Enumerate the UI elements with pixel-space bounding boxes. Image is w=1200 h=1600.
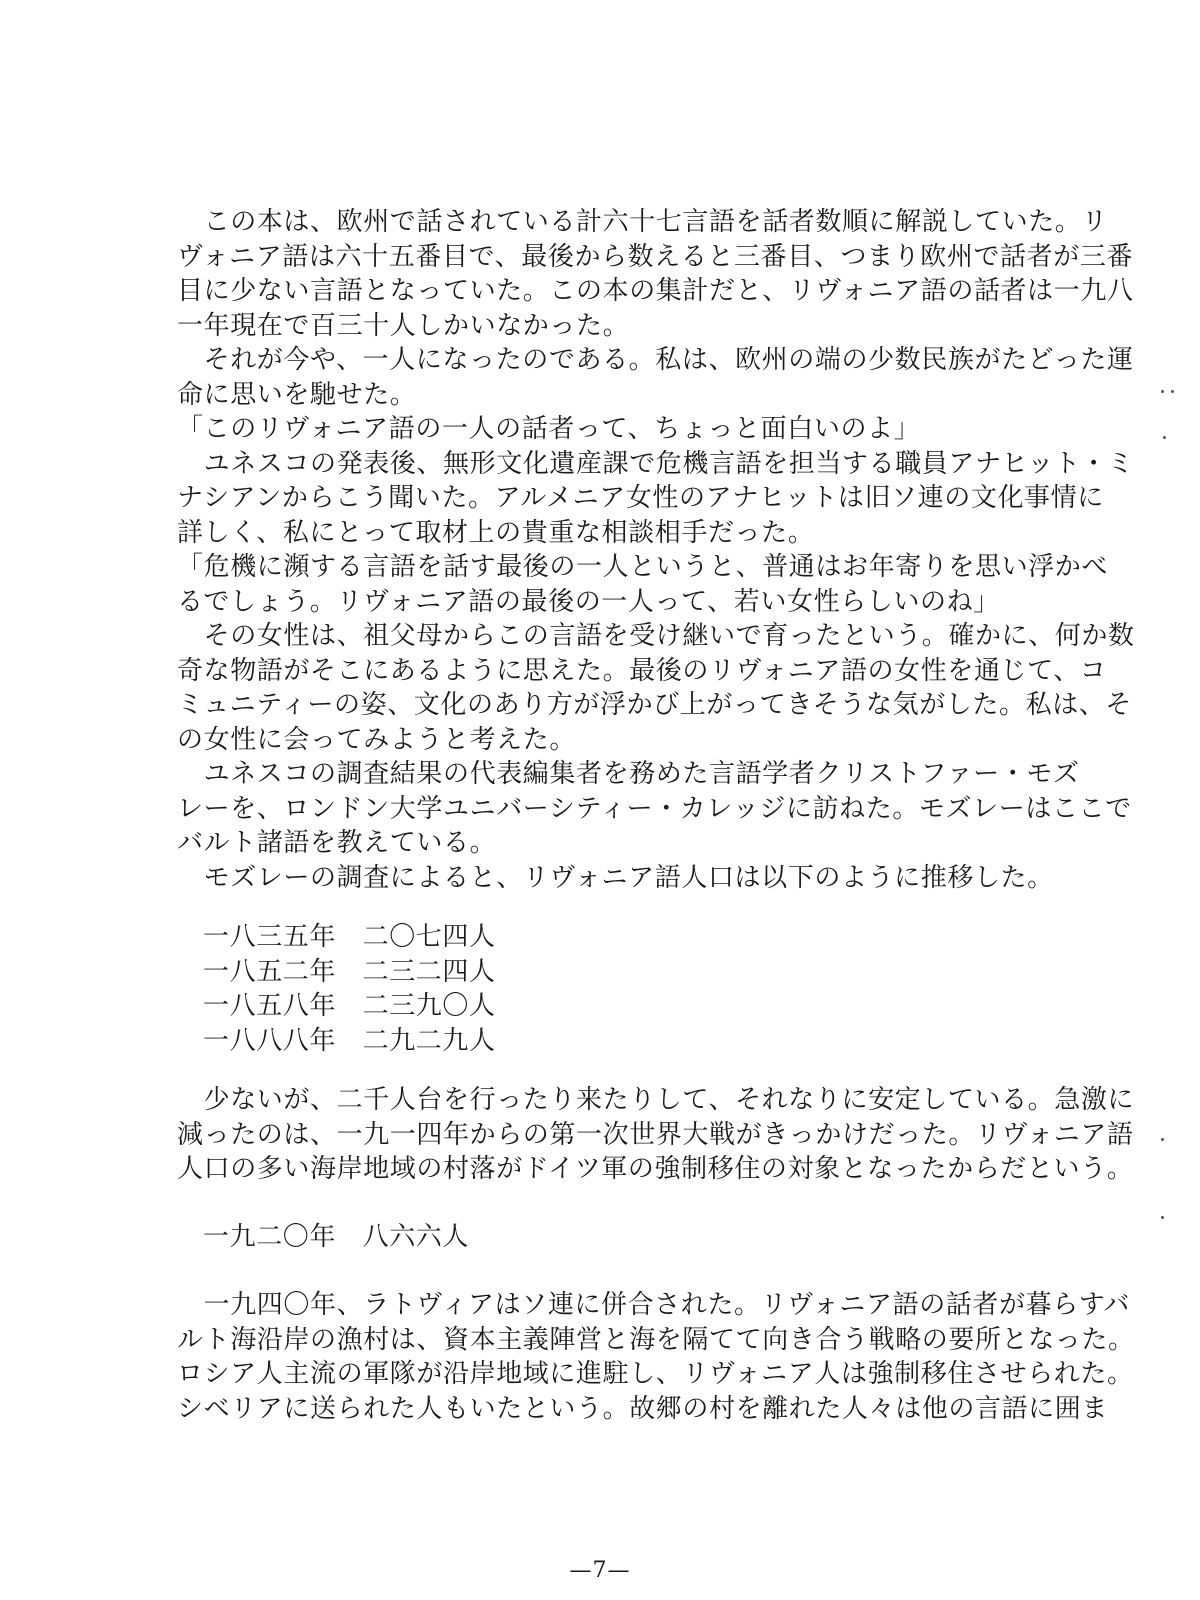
body-text-bottom [177, 1288, 1135, 1426]
text-line: ナシアンからこう聞いた。アルメニア女性のアナヒットは旧ソ連の文化事情に [177, 483, 1104, 513]
population-entry: 一八五二年 二三二四人 [203, 956, 496, 987]
text-line: ルト海沿岸の漁村は、資本主義陣営と海を隔てて向き合う戦略の要所となった。 [177, 1324, 1135, 1355]
text-line: 詳しく、私にとって取材上の貴重な相談相手だった。 [177, 517, 815, 548]
text-line: 減ったのは、一九一四年からの第一次世界大戦がきっかけだった。リヴォニア語 [177, 1119, 1134, 1150]
population-list-2 [203, 1220, 1065, 1255]
text-line: ユネスコの発表後、無形文化遺産課で危機言語を担当する職員アナヒット・ミ [177, 448, 1134, 479]
population-entry: 一九二〇年 八六六人 [203, 1222, 470, 1252]
text-line: ユネスコの調査結果の代表編集者を務めた言語学者クリストファー・モズ [177, 759, 1080, 789]
body-text-middle [177, 1083, 1135, 1187]
population-entry: 一八五八年 二三九〇人 [203, 991, 496, 1021]
text-line: の女性に会ってみようと考えた。 [177, 724, 577, 755]
text-line: バルト諸語を教えている。 [177, 828, 497, 858]
text-line: 少ないが、二千人台を行ったり来たりして、それなりに安定している。急激に [177, 1085, 1135, 1115]
text-line: レーを、ロンドン大学ユニバーシティー・カレッジに訪ねた。モズレーはここで [177, 793, 1132, 824]
text-line: ヴォニア語は六十五番目で、最後から数えると三番目、つまり欧州で話者が三番 [177, 241, 1134, 272]
text-line: シベリアに送られた人もいたという。故郷の村を離れた人々は他の言語に囲ま [177, 1393, 1109, 1424]
text-line: その女性は、祖父母からこの言語を受け継いで育ったという。確かに、何か数 [177, 621, 1135, 651]
scan-speck [1161, 1216, 1164, 1219]
text-line: それが今や、一人になったのである。私は、欧州の端の少数民族がたどった運 [177, 345, 1134, 375]
text-line: るでしょう。リヴォニア語の最後の一人って、若い女性らしいのね」 [177, 586, 1000, 617]
population-list-1 [203, 920, 1065, 1058]
scan-speck [1161, 1138, 1164, 1141]
population-entry: 一八三五年 二〇七四人 [203, 922, 496, 952]
text-line: 一年現在で百三十人しかいなかった。 [177, 310, 630, 341]
text-line: ミュニティーの姿、文化のあり方が浮かび上がってきそうな気がした。私は、そ [177, 690, 1133, 720]
text-line: 一九四〇年、ラトヴィアはソ連に併合された。リヴォニア語の話者が暮らすバ [177, 1290, 1130, 1320]
page-number: —7— [569, 1558, 631, 1583]
text-line: 人口の多い海岸地域の村落がドイツ軍の強制移住の対象となったからだという。 [177, 1154, 1134, 1184]
text-line: 「このリヴォニア語の一人の話者って、ちょっと面白いのよ」 [177, 414, 921, 444]
text-line: モズレーの調査によると、リヴォニア語人口は以下のように推移した。 [177, 862, 1054, 893]
text-line: 「危機に瀕する言語を話す最後の一人というと、普通はお年寄りを思い浮かべ [177, 552, 1109, 582]
body-text-top [177, 205, 1135, 895]
scan-speck [1161, 390, 1164, 393]
text-line: 目に少ない言語となっていた。この本の集計だと、リヴォニア語の話者は一九八 [177, 276, 1134, 306]
scan-speck [1171, 390, 1174, 393]
text-line: 命に思いを馳せた。 [177, 379, 417, 410]
scan-speck [1163, 436, 1166, 439]
text-line: この本は、欧州で話されている計六十七言語を話者数順に解説していた。リ [177, 207, 1109, 237]
text-line: ロシア人主流の軍隊が沿岸地域に進駐し、リヴォニア人は強制移住させられた。 [177, 1359, 1134, 1389]
population-entry: 一八八八年 二九二九人 [203, 1025, 496, 1056]
text-line: 奇な物語がそこにあるように思えた。最後のリヴォニア語の女性を通じて、コ [177, 655, 1107, 686]
